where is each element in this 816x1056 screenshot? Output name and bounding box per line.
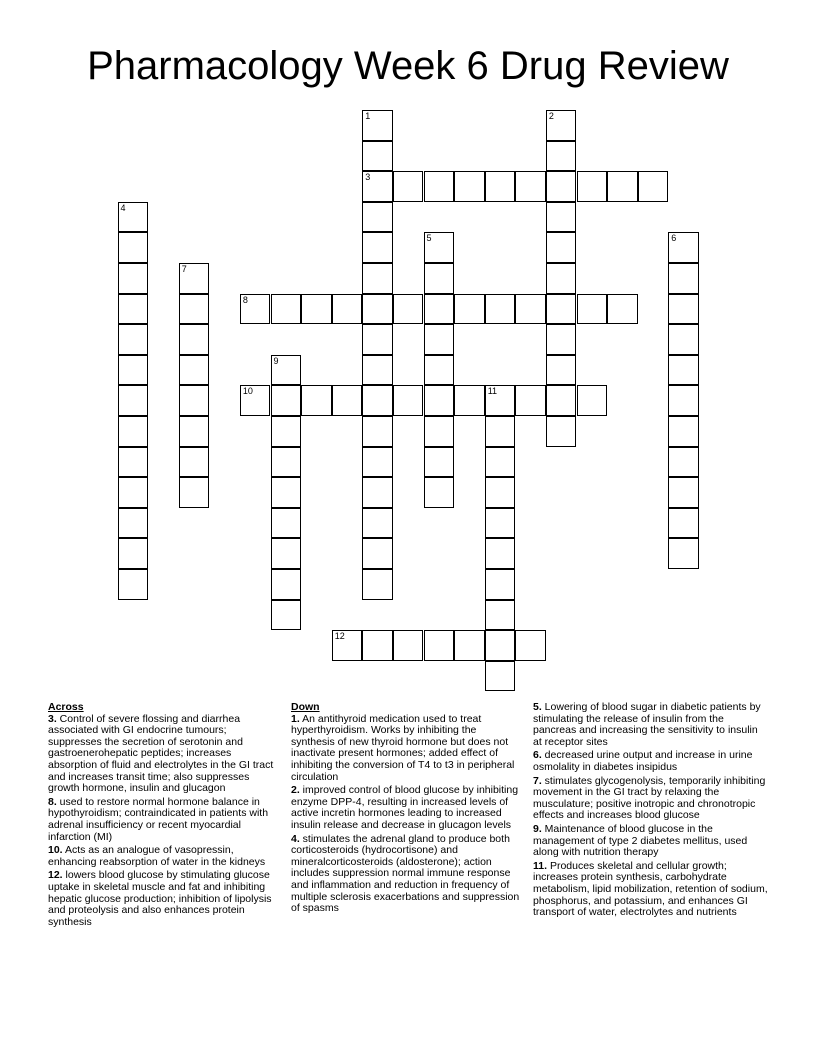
clue-number: 12. bbox=[48, 869, 63, 882]
clue-item bbox=[291, 785, 523, 831]
crossword-cell[interactable] bbox=[546, 385, 577, 416]
across-heading: Across bbox=[48, 701, 84, 713]
crossword-cell[interactable] bbox=[546, 110, 577, 141]
crossword-cell[interactable] bbox=[668, 355, 699, 386]
crossword-cell[interactable] bbox=[362, 294, 393, 325]
clue-text: improved control of blood glucose by inhibiting enzyme DPP-4, resulting in increased levels of active incretin hormones leading to increased insulin release and decrease in glucagon levels bbox=[291, 784, 519, 831]
crossword-cell[interactable] bbox=[638, 171, 669, 202]
clue-number-label: 1 bbox=[365, 111, 371, 121]
crossword-cell[interactable] bbox=[393, 294, 424, 325]
crossword-cell[interactable] bbox=[362, 263, 393, 294]
clue-text: decreased urine output and increase in urine osmolality in diabetes insipidus bbox=[533, 749, 753, 773]
crossword-cell[interactable] bbox=[485, 171, 516, 202]
clue-number-label: 6 bbox=[671, 233, 677, 244]
crossword-cell[interactable] bbox=[271, 477, 302, 508]
crossword-cell[interactable] bbox=[118, 385, 149, 416]
crossword-cell[interactable] bbox=[485, 447, 516, 478]
crossword-cell[interactable] bbox=[179, 416, 210, 447]
crossword-cell[interactable] bbox=[546, 263, 577, 294]
crossword-cell[interactable] bbox=[424, 416, 455, 447]
crossword-cell[interactable] bbox=[485, 569, 516, 600]
crossword-cell[interactable] bbox=[668, 294, 699, 325]
crossword-cell[interactable] bbox=[271, 569, 302, 600]
crossword-cell[interactable] bbox=[424, 263, 455, 294]
crossword-cell[interactable] bbox=[301, 385, 332, 416]
crossword-cell[interactable] bbox=[362, 508, 393, 539]
crossword-cell[interactable] bbox=[607, 171, 638, 202]
crossword-cell[interactable] bbox=[362, 141, 393, 172]
clue-number-label: 12 bbox=[334, 631, 345, 642]
crossword-cell[interactable] bbox=[118, 355, 149, 386]
crossword-cell[interactable] bbox=[118, 324, 149, 355]
crossword-cell[interactable] bbox=[179, 477, 210, 508]
clue-text: Produces skeletal and cellular growth; increases protein synthesis, carbohydrate metabolism, lipid mobilization, retention of sodium, phosphorus, and potassium, and enhances GI transport of water, electrolytes and nutrients bbox=[533, 859, 768, 919]
clue-item bbox=[48, 797, 280, 843]
crossword-cell[interactable] bbox=[485, 477, 516, 508]
clue-number-label: 10 bbox=[242, 386, 253, 397]
clue-number-label: 7 bbox=[181, 264, 187, 274]
crossword-cell[interactable] bbox=[118, 232, 149, 263]
clue-item bbox=[48, 714, 280, 795]
clue-number: 4. bbox=[291, 832, 300, 845]
crossword-cell[interactable] bbox=[118, 569, 149, 600]
crossword-cell[interactable] bbox=[424, 232, 455, 263]
crossword-cell[interactable] bbox=[454, 294, 485, 325]
crossword-cell[interactable] bbox=[577, 385, 608, 416]
crossword-cell[interactable] bbox=[546, 324, 577, 355]
clue-item bbox=[291, 834, 523, 915]
crossword-cell[interactable] bbox=[179, 263, 210, 294]
clue-item bbox=[533, 702, 769, 748]
clue-item bbox=[291, 714, 523, 784]
crossword-cell[interactable] bbox=[546, 416, 577, 447]
crossword-cell[interactable] bbox=[179, 324, 210, 355]
crossword-cell[interactable] bbox=[668, 508, 699, 539]
crossword-cell[interactable] bbox=[362, 447, 393, 478]
crossword-cell[interactable] bbox=[668, 416, 699, 447]
crossword-cell[interactable] bbox=[118, 477, 149, 508]
crossword-cell[interactable] bbox=[393, 630, 424, 661]
crossword-cell[interactable] bbox=[546, 141, 577, 172]
down-heading: Down bbox=[291, 701, 320, 713]
crossword-cell[interactable] bbox=[424, 324, 455, 355]
clue-number: 8. bbox=[48, 795, 57, 808]
crossword-cell[interactable] bbox=[485, 630, 516, 661]
crossword-cell[interactable] bbox=[362, 385, 393, 416]
clue-item bbox=[48, 845, 280, 868]
crossword-cell[interactable] bbox=[332, 294, 363, 325]
crossword-cell[interactable] bbox=[485, 508, 516, 539]
crossword-cell[interactable] bbox=[546, 171, 577, 202]
crossword-cell[interactable] bbox=[271, 447, 302, 478]
crossword-cell[interactable] bbox=[362, 477, 393, 508]
clue-item bbox=[533, 776, 769, 822]
crossword-cell[interactable] bbox=[362, 538, 393, 569]
clue-text: stimulates glycogenolysis, temporarily inhibiting movement in the GI tract by relaxing the musculature; positive inotropic and chronotropic effects and increases blood glucose bbox=[533, 774, 766, 822]
clue-text: lowers blood glucose by stimulating glucose uptake in skeletal muscle and fat and inhibiting hepatic glucose production; inhibition of lipolysis and proteolysis and also enhances protein synthesis bbox=[48, 869, 272, 928]
crossword-cell[interactable] bbox=[179, 294, 210, 325]
crossword-cell[interactable] bbox=[485, 600, 516, 631]
down-clue-list bbox=[291, 714, 523, 915]
clue-text: Control of severe flossing and diarrhea associated with GI endocrine tumours; suppresses the secretion of serotonin and gastroenerohepatic peptides; increases absorption of fluid and electrolytes in the GI tract and increases transit time; also suppresses growth hormone, insulin and glucagon bbox=[48, 712, 274, 795]
crossword-cell[interactable] bbox=[118, 202, 149, 233]
crossword-cell[interactable] bbox=[118, 416, 149, 447]
clue-number: 2. bbox=[291, 784, 300, 797]
crossword-cell[interactable] bbox=[179, 385, 210, 416]
crossword-cell[interactable] bbox=[515, 385, 546, 416]
crossword-cell[interactable] bbox=[271, 538, 302, 569]
clue-text: Acts as an analogue of vasopressin, enhancing reabsorption of water in the kidneys bbox=[48, 844, 266, 868]
clue-number-label: 11 bbox=[487, 386, 498, 397]
puzzle-title: Pharmacology Week 6 Drug Review bbox=[87, 44, 729, 88]
crossword-cell[interactable] bbox=[668, 385, 699, 416]
crossword-cell[interactable] bbox=[362, 232, 393, 263]
clue-text: Maintenance of blood glucose in the management of type 2 diabetes mellitus, used along with nutrition therapy bbox=[533, 822, 748, 859]
down-clue-list-continued bbox=[533, 702, 769, 919]
crossword-cell[interactable] bbox=[546, 355, 577, 386]
crossword-cell[interactable] bbox=[240, 385, 271, 416]
down-clues bbox=[291, 702, 523, 917]
crossword-cell[interactable] bbox=[393, 385, 424, 416]
clue-number-label: 8 bbox=[242, 294, 248, 305]
crossword-cell[interactable] bbox=[485, 294, 516, 325]
clue-number-label: 3 bbox=[365, 172, 371, 183]
clue-item bbox=[533, 750, 769, 773]
crossword-cell[interactable] bbox=[362, 569, 393, 600]
crossword-cell[interactable] bbox=[179, 447, 210, 478]
clue-number-label: 9 bbox=[273, 355, 279, 366]
crossword-cell[interactable] bbox=[515, 294, 546, 325]
clue-item bbox=[533, 824, 769, 859]
clue-number: 6. bbox=[533, 749, 542, 762]
clue-text: An antithyroid medication used to treat hyperthyroidism. Works by inhibiting the synthesis of new thyroid hormone but does not inactivate present hormones; added effect of inhibiting the conversion of T4 to t3 in peripheral circulation bbox=[291, 712, 515, 783]
crossword-cell[interactable] bbox=[424, 447, 455, 478]
clue-text: Lowering of blood sugar in diabetic patients by stimulating the release of insulin from the pancreas and increasing the sensitivity to insulin at receptor sites bbox=[533, 701, 761, 748]
clue-number-label: 4 bbox=[120, 202, 126, 213]
clue-number: 9. bbox=[533, 822, 542, 835]
crossword-cell[interactable] bbox=[668, 232, 699, 263]
crossword-cell[interactable] bbox=[454, 385, 485, 416]
crossword-cell[interactable] bbox=[179, 355, 210, 386]
crossword-cell[interactable] bbox=[118, 294, 149, 325]
crossword-cell[interactable] bbox=[271, 294, 302, 325]
clue-number: 3. bbox=[48, 712, 57, 725]
across-clues bbox=[48, 702, 280, 930]
crossword-cell[interactable] bbox=[546, 232, 577, 263]
clue-number: 10. bbox=[48, 844, 63, 857]
crossword-cell[interactable] bbox=[668, 477, 699, 508]
crossword-cell[interactable] bbox=[485, 538, 516, 569]
crossword-cell[interactable] bbox=[362, 416, 393, 447]
crossword-cell[interactable] bbox=[118, 447, 149, 478]
crossword-cell[interactable] bbox=[424, 171, 455, 202]
clue-number-label: 5 bbox=[426, 233, 432, 244]
crossword-cell[interactable] bbox=[546, 202, 577, 233]
clue-number: 1. bbox=[291, 712, 300, 725]
crossword-cell[interactable] bbox=[668, 324, 699, 355]
crossword-cell[interactable] bbox=[301, 294, 332, 325]
crossword-cell[interactable] bbox=[668, 447, 699, 478]
crossword-cell[interactable] bbox=[546, 294, 577, 325]
crossword-cell[interactable] bbox=[577, 294, 608, 325]
crossword-cell[interactable] bbox=[515, 630, 546, 661]
clue-number: 5. bbox=[533, 701, 542, 713]
crossword-cell[interactable] bbox=[607, 294, 638, 325]
crossword-cell[interactable] bbox=[332, 385, 363, 416]
clue-number-label: 2 bbox=[548, 111, 554, 121]
across-clue-list bbox=[48, 714, 280, 929]
clue-item bbox=[533, 861, 769, 919]
crossword-cell[interactable] bbox=[271, 508, 302, 539]
crossword-cell[interactable] bbox=[362, 202, 393, 233]
crossword-cell[interactable] bbox=[424, 385, 455, 416]
crossword-cell[interactable] bbox=[424, 355, 455, 386]
crossword-cell[interactable] bbox=[240, 294, 271, 325]
crossword-cell[interactable] bbox=[454, 630, 485, 661]
crossword-cell[interactable] bbox=[424, 477, 455, 508]
crossword-cell[interactable] bbox=[362, 630, 393, 661]
crossword-cell[interactable] bbox=[118, 508, 149, 539]
crossword-cell[interactable] bbox=[424, 294, 455, 325]
crossword-cell[interactable] bbox=[271, 600, 302, 631]
crossword-cell[interactable] bbox=[454, 171, 485, 202]
crossword-cell[interactable] bbox=[271, 416, 302, 447]
clue-item bbox=[48, 870, 280, 928]
crossword-cell[interactable] bbox=[332, 630, 363, 661]
crossword-cell[interactable] bbox=[118, 263, 149, 294]
clue-number: 7. bbox=[533, 774, 542, 787]
crossword-cell[interactable] bbox=[485, 416, 516, 447]
crossword-cell[interactable] bbox=[271, 385, 302, 416]
crossword-cell[interactable] bbox=[424, 630, 455, 661]
clue-number: 11. bbox=[533, 859, 548, 872]
crossword-cell[interactable] bbox=[668, 538, 699, 569]
crossword-cell[interactable] bbox=[515, 171, 546, 202]
crossword-cell[interactable] bbox=[485, 385, 516, 416]
down-clues-continued bbox=[533, 702, 769, 921]
crossword-cell[interactable] bbox=[362, 171, 393, 202]
crossword-cell[interactable] bbox=[485, 661, 516, 692]
crossword-cell[interactable] bbox=[118, 538, 149, 569]
crossword-cell[interactable] bbox=[362, 110, 393, 141]
clue-text: used to restore normal hormone balance in hypothyroidism; contraindicated in patients with adrenal insufficiency or recent myocardial infarction (MI) bbox=[48, 795, 269, 843]
crossword-cell[interactable] bbox=[668, 263, 699, 294]
crossword-cell[interactable] bbox=[362, 324, 393, 355]
clue-text: stimulates the adrenal gland to produce both corticosteroids (hydrocortisone) and mineralcorticosteroids (aldosterone); action includes suppression normal immune response and inflammation and reduction in frequency of multiple sclerosis exacerbations and suppression of spasms bbox=[291, 832, 520, 915]
crossword-cell[interactable] bbox=[271, 355, 302, 386]
crossword-cell[interactable] bbox=[577, 171, 608, 202]
crossword-cell[interactable] bbox=[393, 171, 424, 202]
crossword-cell[interactable] bbox=[362, 355, 393, 386]
